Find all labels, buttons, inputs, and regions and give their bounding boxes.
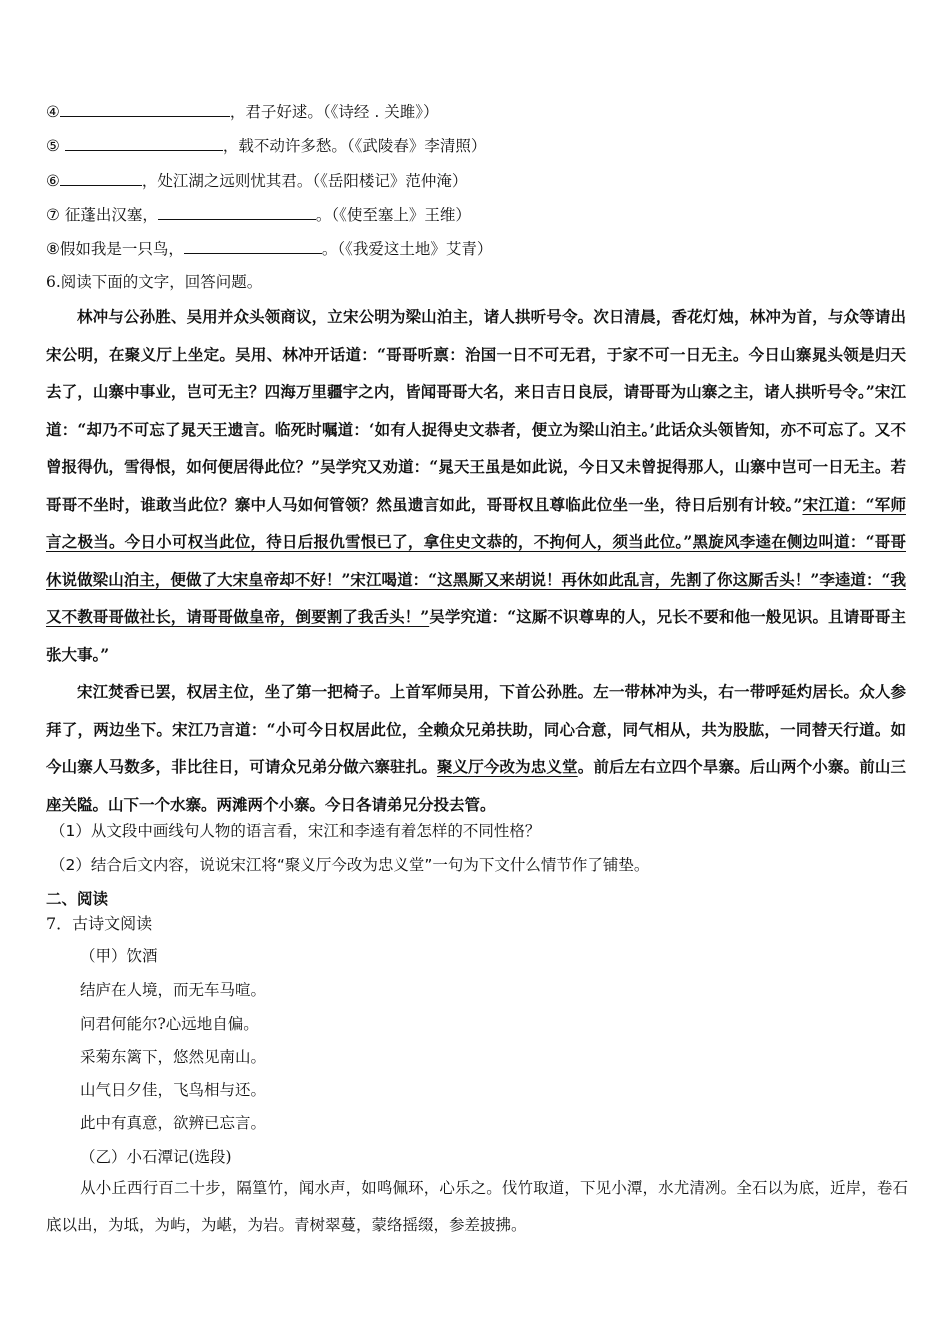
passage-paragraph-1 bbox=[46, 298, 906, 673]
poem-line: 此中有真意，欲辨已忘言。 bbox=[80, 1114, 267, 1132]
item-text: ，处江湖之远则忧其君。（《岳阳楼记》范仲淹） bbox=[141, 172, 468, 190]
poem-line: 结庐在人境，而无车马喧。 bbox=[80, 981, 267, 999]
question-6-prompt bbox=[46, 271, 262, 293]
answer-blank[interactable] bbox=[158, 204, 316, 220]
poem-title: （甲）饮酒 bbox=[80, 947, 158, 965]
item-number: ⑦ bbox=[46, 206, 65, 224]
passage-text: 。前后左右立四个旱寨。后山两个小寨。前山三座关隘。山下一个水寨。两滩两个小寨。今日各请弟兄分投去管。 bbox=[46, 757, 906, 814]
item-number: ⑤ bbox=[46, 137, 65, 155]
answer-blank[interactable] bbox=[60, 101, 230, 117]
reading-passage bbox=[46, 298, 906, 823]
item-text: 假如我是一只鸟， bbox=[59, 240, 184, 258]
sub-question-1: （1）从文段中画线句人物的语言看，宋江和李逵有着怎样的不同性格？ bbox=[50, 822, 541, 840]
question-number: 6. bbox=[46, 273, 61, 291]
item-text: ，君子好逑。（《诗经 . 关雎》） bbox=[229, 103, 439, 121]
item-text: 征蓬出汉塞， bbox=[64, 206, 158, 224]
section-heading: 二、阅读 bbox=[46, 890, 109, 908]
question-7-title: 7．古诗文阅读 bbox=[46, 914, 153, 933]
fill-item-6 bbox=[46, 170, 467, 192]
passage-text: 吴学究道：“这厮不识尊卑的人，兄长不要和他一般见识。且请哥哥主张大事。” bbox=[46, 607, 906, 664]
fill-item-5 bbox=[46, 135, 486, 157]
answer-blank[interactable] bbox=[184, 238, 322, 254]
answer-blank[interactable] bbox=[60, 170, 142, 186]
passage-text: 宋江焚香已罢，权居主位，坐了第一把椅子。上首军师吴用，下首公孙胜。左一带林冲为头，右一带呼延灼居长。众人参拜了，两边坐下。宋江乃言道：“小可今日权居此位，全赖众兄弟扶助，同心合意，同气相从，共为股肱，一同替天行道。如今山寨人马数多，非比往日，可请众兄弟分做六寨驻扎。 bbox=[46, 682, 906, 776]
item-text: 。（《使至塞上》王维） bbox=[315, 206, 471, 224]
poem-line: 山气日夕佳，飞鸟相与还。 bbox=[80, 1081, 267, 1099]
fill-item-7 bbox=[46, 204, 471, 226]
fill-item-4 bbox=[46, 101, 438, 123]
underlined-sentences: 宋江道：“军师言之极当。今日小可权当此位，待日后报仇雪恨已了，拿住史文恭的，不拘何人，须当此位。”黑旋风李逵在侧边叫道：“哥哥休说做梁山泊主，便做了大宋皇帝却不好！”宋江喝道：“这黑厮又来胡说！再休如此乱言，先割了你这厮舌头！”李逵道：“我又不教哥哥做社长，请哥哥做皇帝，倒要割了我舌头！” bbox=[46, 494, 906, 626]
poem-line: 采菊东篱下，悠然见南山。 bbox=[80, 1048, 267, 1066]
poem-line: 问君何能尔?心远地自偏。 bbox=[80, 1015, 259, 1033]
passage-paragraph-2 bbox=[46, 673, 906, 823]
question-prompt: 阅读下面的文字，回答问题。 bbox=[60, 273, 263, 291]
item-number: ④ bbox=[46, 103, 60, 121]
item-text: 。（《我爱这土地》艾青） bbox=[321, 240, 493, 258]
fill-item-8 bbox=[46, 238, 492, 260]
sub-question-2: （2）结合后文内容，说说宋江将“聚义厅今改为忠义堂”一句为下文什么情节作了铺垫。 bbox=[50, 856, 650, 874]
prose-title: （乙）小石潭记(选段) bbox=[80, 1148, 232, 1166]
item-number: ⑥ bbox=[46, 172, 60, 190]
item-number: ⑧ bbox=[46, 240, 60, 258]
item-text: ，载不动许多愁。（《武陵春》李清照） bbox=[222, 137, 487, 155]
passage-text: 林冲与公孙胜、吴用并众头领商议，立宋公明为梁山泊主，诸人拱听号令。次日清晨，香花灯烛，林冲为首，与众等请出宋公明，在聚义厅上坐定。吴用、林冲开话道：“哥哥听禀：治国一日不可无君，于家不可一日无主。今日山寨晁头领是归天去了，山寨中事业，岂可无主？四海万里疆宇之内，皆闻哥哥大名，来日吉日良辰，请哥哥为山寨之主，诸人拱听号令。”宋江道：“却乃不可忘了晁天王遗言。临死时嘱道：‘如有人捉得史文恭者，便立为梁山泊主。’此话众头领皆知，亦不可忘了。又不曾报得仇，雪得恨，如何便居得此位？”吴学究又劝道：“晁天王虽是如此说，今日又未曾捉得那人，山寨中岂可一日无主。若哥哥不坐时，谁敢当此位？寨中人马如何管领？然虽遗言如此，哥哥权且尊临此位坐一坐，待日后别有计较。” bbox=[46, 307, 906, 514]
prose-excerpt bbox=[46, 1170, 908, 1244]
underlined-sentence: 聚义厅今改为忠义堂 bbox=[436, 757, 578, 776]
prose-text: 从小丘西行百二十步，隔篁竹，闻水声，如鸣佩环，心乐之。伐竹取道，下见小潭，水尤清冽。全石以为底，近岸，卷石底以出，为坻，为屿，为嵁，为岩。青树翠蔓，蒙络摇缀，参差披拂。 bbox=[46, 1179, 908, 1234]
answer-blank[interactable] bbox=[65, 135, 223, 151]
